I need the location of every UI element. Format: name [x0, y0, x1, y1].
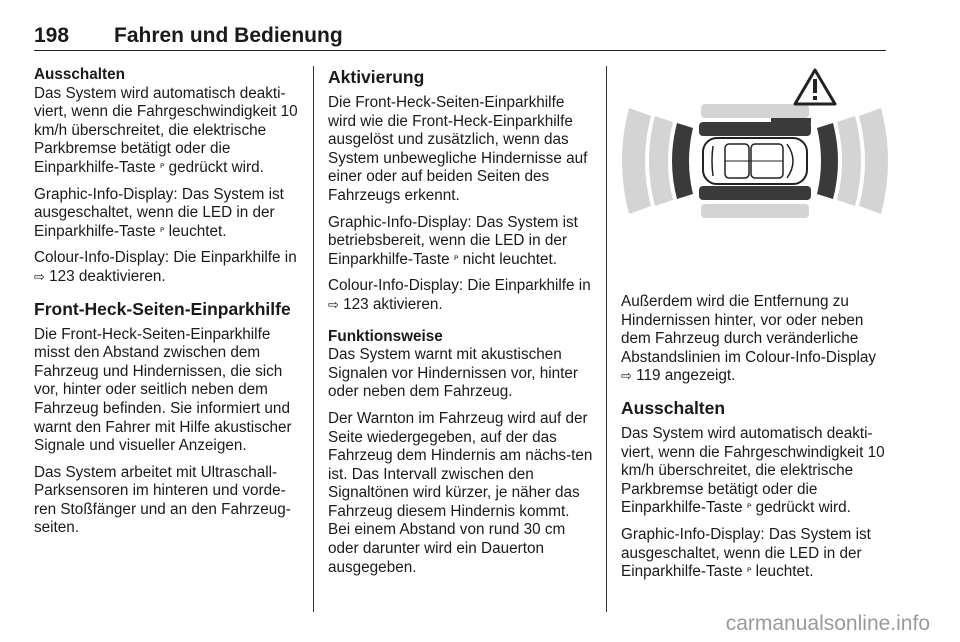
- column-1: [34, 66, 298, 546]
- subheading-ausschalten: Ausschalten: [34, 66, 125, 83]
- text: Graphic-Info-Display: Das System ist ausgeschaltet, wenn die LED in der Einparkhilfe-Taste: [621, 525, 871, 581]
- rear-sensor-zone-inner: [699, 186, 811, 200]
- car-top-view: [703, 138, 807, 184]
- text: 123 aktivieren.: [343, 295, 443, 313]
- page-header: [34, 20, 886, 51]
- paragraph: Der Warnton im Fahrzeug wird auf der Seite wiedergegeben, auf der das Fahrzeug dem Hindernis am nächs-ten ist. Das Intervall zwischen den Signaltönen wird kürzer, je näher das Fahrzeug diesem Hindernis kommt. Bei einem Abstand von rund 30 cm oder darunter wird ein Dauerton ausgegeben.: [328, 409, 593, 576]
- warning-triangle-icon: [795, 70, 835, 104]
- side-bar: [771, 118, 811, 124]
- left-sensor-zone-inner: [672, 123, 693, 199]
- text: Das System wird automatisch deakti-viert, wenn die Fahrgeschwindigkeit 10 km/h überschreitet, die elektrische Parkbremse betätigt oder die Einparkhilfe-Taste: [34, 84, 298, 176]
- paragraph: [621, 425, 889, 518]
- text: Das System wird automatisch deakti-viert, wenn die Fahrgeschwindigkeit 10 km/h überschreitet, die elektrische Parkbremse betätigt oder die Einparkhilfe-Taste: [621, 424, 885, 517]
- text: gedrückt wird.: [168, 158, 264, 176]
- text: nicht leuchtet.: [462, 250, 558, 268]
- page-number: 198: [34, 24, 70, 47]
- column-divider: [313, 66, 314, 612]
- paragraph: [34, 249, 298, 287]
- parking-assist-key-icon: ᴾ: [453, 252, 459, 267]
- parking-assist-key-icon: ᴾ: [746, 565, 752, 580]
- front-sensor-zone-inner: [699, 122, 811, 136]
- column-2: [328, 66, 594, 585]
- reference-arrow-icon: ⇨: [621, 369, 632, 385]
- reference-arrow-icon: ⇨: [328, 297, 339, 313]
- text: Graphic-Info-Display: Das System ist ausgeschaltet, wenn die LED in der Einparkhilfe-Taste: [34, 185, 284, 240]
- text: leuchtet.: [755, 563, 814, 581]
- paragraph: [621, 526, 889, 582]
- heading-ausschalten: Ausschalten: [621, 397, 726, 418]
- text: Colour-Info-Display: Die Einparkhilfe in: [328, 277, 591, 295]
- paragraph: [621, 293, 889, 387]
- text: 123 deaktivieren.: [49, 267, 166, 285]
- subheading-funktionsweise: Funktionsweise: [328, 327, 443, 345]
- reference-arrow-icon: ⇨: [34, 269, 45, 285]
- text: gedrückt wird.: [755, 499, 851, 517]
- front-sensor-zone-outer: [701, 104, 809, 118]
- paragraph: Die Front-Heck-Seiten-Einparkhilfe misst den Abstand zwischen dem Fahrzeug und Hindernissen, die sich vor, hinter oder seitlich neben dem Fahrzeug befinden. Sie informiert und warnt den Fahrer mit Hilfe akustischer Signale und visueller Anzeigen.: [34, 325, 292, 455]
- parking-assist-key-icon: ᴾ: [159, 224, 165, 239]
- right-sensor-zone-inner: [817, 123, 838, 199]
- paragraph: [34, 85, 298, 178]
- section-title: Fahren und Bedienung: [114, 24, 343, 47]
- right-sensor-zone-outer: [859, 108, 888, 214]
- paragraph: [328, 277, 594, 315]
- column-3: [621, 66, 889, 590]
- parking-assist-key-icon: ᴾ: [746, 501, 752, 516]
- paragraph: Die Front-Heck-Seiten-Einparkhilfe wird wie die Front-Heck-Einparkhilfe ausgelöst und zusätzlich, wenn das System unbewegliche Hindernisse auf einer oder auf beiden Seiten des Fahrzeugs erkennt.: [328, 94, 588, 204]
- parking-sensor-diagram: [621, 66, 889, 266]
- text: Außerdem wird die Entfernung zu Hindernissen hinter, vor oder neben dem Fahrzeug durch veränderliche Abstandslinien im Colour-Info-Display: [621, 293, 877, 366]
- watermark: carmanualsonline.info: [725, 612, 930, 635]
- rear-sensor-zone-outer: [701, 204, 809, 218]
- text: Graphic-Info-Display: Das System ist betriebsbereit, wenn die LED in der Einparkhilfe-Taste: [328, 213, 578, 268]
- right-sensor-zone-middle: [837, 116, 861, 206]
- paragraph: Das System arbeitet mit Ultraschall-Parksensoren im hinteren und vorde-ren Stoßfänger und an den Fahrzeug-seiten.: [34, 463, 291, 537]
- text: Colour-Info-Display: Die Einparkhilfe in: [34, 249, 297, 267]
- heading-aktivierung: Aktivierung: [328, 67, 425, 87]
- left-sensor-zone-middle: [649, 116, 673, 206]
- paragraph: [34, 186, 298, 242]
- text: 119 angezeigt.: [636, 367, 736, 385]
- paragraph: [328, 214, 594, 270]
- column-divider: [606, 66, 607, 612]
- parking-assist-key-icon: ᴾ: [159, 160, 165, 175]
- text: leuchtet.: [168, 222, 227, 240]
- heading-front-heck-seiten: Front-Heck-Seiten-Einparkhilfe: [34, 298, 291, 319]
- left-sensor-zone-outer: [622, 108, 651, 214]
- paragraph: Das System warnt mit akustischen Signalen vor Hindernissen vor, hinter oder neben dem Fahrzeug.: [328, 346, 578, 401]
